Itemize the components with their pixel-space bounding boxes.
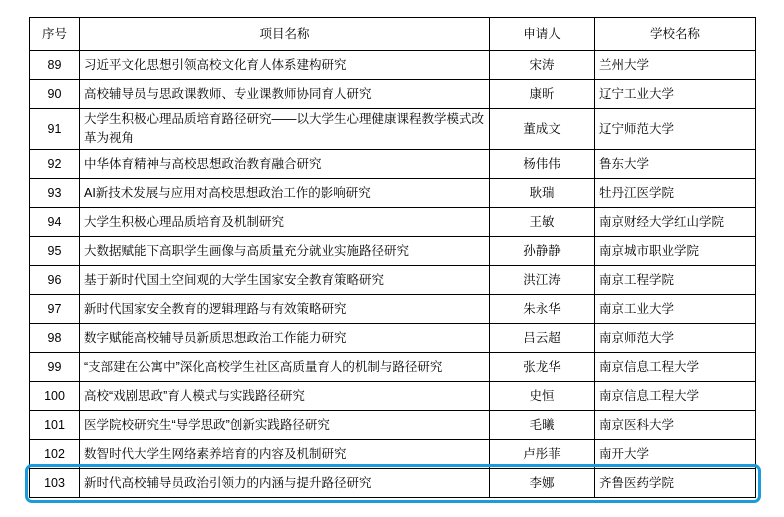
row-project-name: 高校辅导员与思政课教师、专业课教师协同育人研究 [80, 80, 490, 109]
row-school: 辽宁师范大学 [595, 109, 756, 150]
row-project-name: 数字赋能高校辅导员新质思想政治工作能力研究 [80, 324, 490, 353]
row-applicant: 卢彤菲 [490, 440, 595, 469]
row-project-name: 基于新时代国土空间观的大学生国家安全教育策略研究 [80, 266, 490, 295]
row-applicant: 吕云超 [490, 324, 595, 353]
table-row [30, 109, 756, 150]
column-header-school: 学校名称 [595, 18, 756, 51]
column-header-project-name: 项目名称 [80, 18, 490, 51]
table-header-row [30, 18, 756, 51]
row-project-name: “支部建在公寓中”深化高校学生社区高质量育人的机制与路径研究 [80, 353, 490, 382]
row-project-name: 数智时代大学生网络素养培育的内容及机制研究 [80, 440, 490, 469]
row-applicant: 朱永华 [490, 295, 595, 324]
row-project-name: 大学生积极心理品质培育路径研究——以大学生心理健康课程教学模式改革为视角 [80, 109, 490, 150]
row-school: 南京信息工程大学 [595, 353, 756, 382]
row-index: 92 [30, 150, 80, 179]
table-row [30, 51, 756, 80]
row-applicant: 董成文 [490, 109, 595, 150]
row-index: 100 [30, 382, 80, 411]
row-applicant: 王敏 [490, 208, 595, 237]
table-row [30, 266, 756, 295]
row-index: 98 [30, 324, 80, 353]
column-header-applicant: 申请人 [490, 18, 595, 51]
row-project-name: 新时代高校辅导员政治引领力的内涵与提升路径研究 [80, 469, 490, 498]
row-project-name: 大学生积极心理品质培育及机制研究 [80, 208, 490, 237]
row-applicant: 耿瑞 [490, 179, 595, 208]
row-index: 93 [30, 179, 80, 208]
row-index: 94 [30, 208, 80, 237]
row-school: 南京师范大学 [595, 324, 756, 353]
row-applicant: 史恒 [490, 382, 595, 411]
column-header-no: 序号 [30, 18, 80, 51]
table-row [30, 179, 756, 208]
table-row-highlighted [30, 469, 756, 498]
table-row [30, 80, 756, 109]
table-row [30, 440, 756, 469]
row-index: 91 [30, 109, 80, 150]
row-school: 南京财经大学红山学院 [595, 208, 756, 237]
table-header [30, 18, 756, 51]
table-row [30, 295, 756, 324]
row-project-name: 习近平文化思想引领高校文化育人体系建构研究 [80, 51, 490, 80]
project-list-table [29, 17, 756, 498]
row-school: 兰州大学 [595, 51, 756, 80]
table-row [30, 411, 756, 440]
row-index: 99 [30, 353, 80, 382]
row-index: 97 [30, 295, 80, 324]
table-row [30, 324, 756, 353]
row-project-name: 大数据赋能下高职学生画像与高质量充分就业实施路径研究 [80, 237, 490, 266]
row-applicant: 杨伟伟 [490, 150, 595, 179]
row-index: 89 [30, 51, 80, 80]
table-row [30, 208, 756, 237]
row-applicant: 李娜 [490, 469, 595, 498]
row-index: 101 [30, 411, 80, 440]
table-row [30, 382, 756, 411]
row-school: 辽宁工业大学 [595, 80, 756, 109]
row-applicant: 宋涛 [490, 51, 595, 80]
row-project-name: 高校“戏剧思政”育人模式与实践路径研究 [80, 382, 490, 411]
row-project-name: 医学院校研究生“导学思政”创新实践路径研究 [80, 411, 490, 440]
row-school: 南京工业大学 [595, 295, 756, 324]
row-index: 102 [30, 440, 80, 469]
row-index: 103 [30, 469, 80, 498]
table-row [30, 353, 756, 382]
row-school: 南京城市职业学院 [595, 237, 756, 266]
table-row [30, 237, 756, 266]
row-applicant: 毛曦 [490, 411, 595, 440]
row-project-name: AI新技术发展与应用对高校思想政治工作的影响研究 [80, 179, 490, 208]
row-applicant: 张龙华 [490, 353, 595, 382]
row-school: 南京信息工程大学 [595, 382, 756, 411]
row-school: 南京工程学院 [595, 266, 756, 295]
row-index: 95 [30, 237, 80, 266]
row-project-name: 新时代国家安全教育的逻辑理路与有效策略研究 [80, 295, 490, 324]
row-applicant: 洪江涛 [490, 266, 595, 295]
row-index: 90 [30, 80, 80, 109]
row-project-name: 中华体育精神与高校思想政治教育融合研究 [80, 150, 490, 179]
row-school: 牡丹江医学院 [595, 179, 756, 208]
table-body [30, 51, 756, 498]
row-applicant: 孙静静 [490, 237, 595, 266]
row-school: 南开大学 [595, 440, 756, 469]
row-school: 齐鲁医药学院 [595, 469, 756, 498]
table-row [30, 150, 756, 179]
row-applicant: 康昕 [490, 80, 595, 109]
row-index: 96 [30, 266, 80, 295]
row-school: 鲁东大学 [595, 150, 756, 179]
row-school: 南京医科大学 [595, 411, 756, 440]
